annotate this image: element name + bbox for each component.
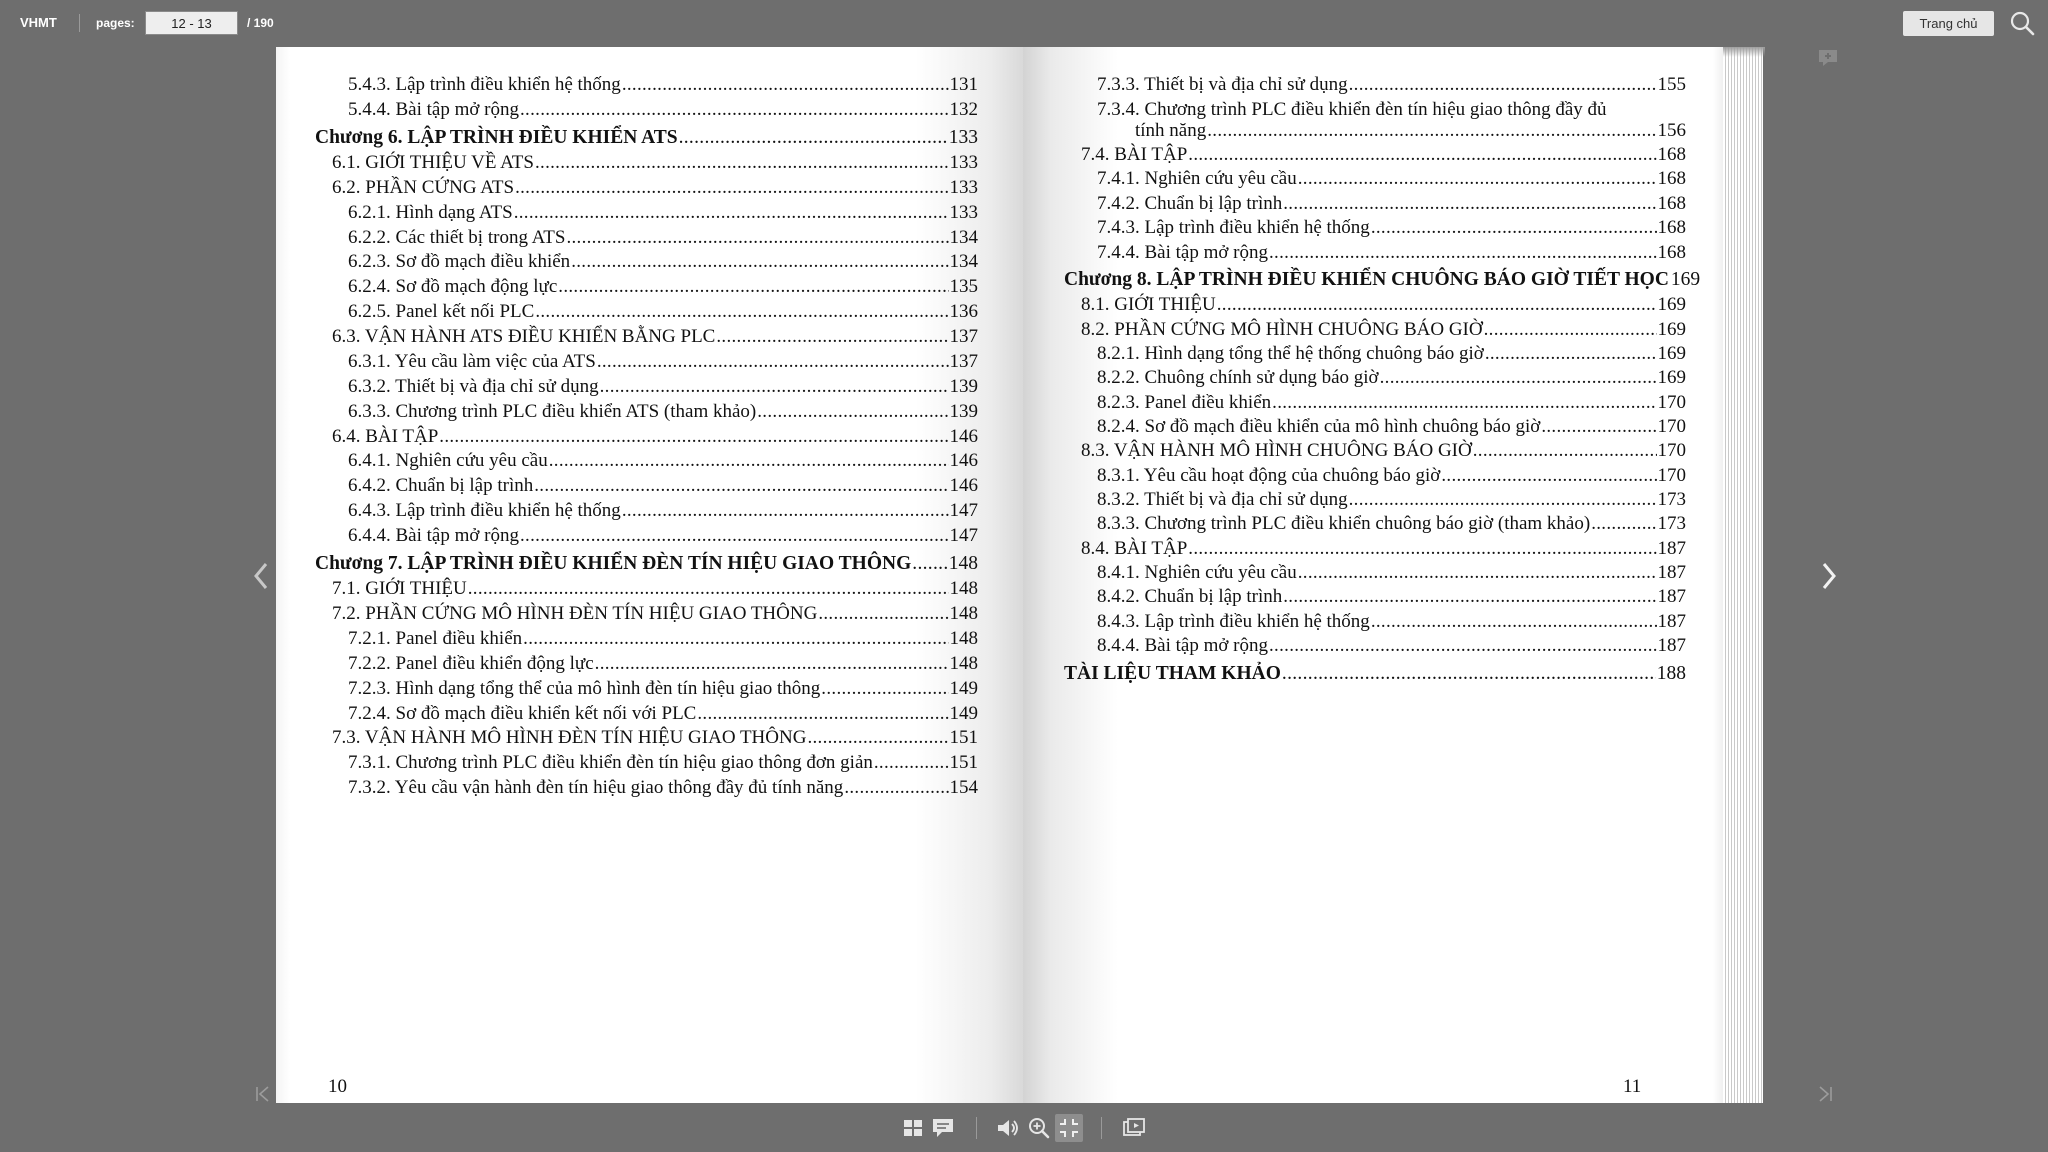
dot-leader (1269, 635, 1657, 657)
toc-entry-label: 8.4.4. Bài tập mở rộng (1097, 635, 1268, 656)
dot-leader (468, 578, 949, 600)
dot-leader (821, 678, 948, 700)
toc-entry[interactable] (348, 401, 978, 423)
dot-leader (520, 525, 949, 547)
toc-page-number: 151 (949, 752, 978, 773)
speaker-icon[interactable] (995, 1114, 1021, 1142)
toc-entry-label: 8.2.4. Sơ đồ mạch điều khiển của mô hình chuông báo giờ (1097, 416, 1541, 437)
toc-page-number: 187 (1657, 635, 1686, 656)
toc-entry[interactable] (348, 74, 978, 96)
toc-entry[interactable] (348, 227, 978, 249)
toc-page-number: 146 (949, 426, 978, 447)
toc-page-number: 147 (949, 525, 978, 546)
dot-leader (622, 500, 949, 522)
toc-entry[interactable] (332, 727, 978, 749)
toc-entry[interactable] (1097, 586, 1686, 608)
dot-leader (1485, 343, 1657, 365)
toc-entry-label: 6.3. VẬN HÀNH ATS ĐIỀU KHIỂN BẰNG PLC (332, 326, 716, 347)
toc-entry[interactable] (348, 376, 978, 398)
dot-leader (1473, 440, 1657, 462)
dot-leader (549, 450, 949, 472)
toc-entry[interactable] (348, 202, 978, 224)
dot-leader (1298, 168, 1657, 190)
toolbar-divider (1101, 1117, 1102, 1139)
left-page[interactable] (276, 47, 1023, 1103)
toc-page-number: 137 (949, 351, 978, 372)
toc-page-number: 169 (1657, 343, 1686, 364)
toc-entry[interactable] (315, 553, 978, 575)
toc-page-number: 173 (1657, 489, 1686, 510)
toc-entry-label: 6.3.3. Chương trình PLC điều khiển ATS (tham khảo) (348, 401, 757, 422)
toc-entry[interactable] (1097, 562, 1686, 584)
toc-entry-label: 6.4.3. Lập trình điều khiển hệ thống (348, 500, 621, 521)
dot-leader (1188, 144, 1656, 166)
toc-page-number: 135 (949, 276, 978, 297)
dot-leader (1217, 294, 1657, 316)
toc-entry[interactable] (332, 426, 978, 448)
toc-page-number: 146 (949, 450, 978, 471)
toc-page-number: 133 (949, 152, 978, 173)
toc-page-number: 148 (949, 628, 978, 649)
dot-leader (874, 752, 949, 774)
dot-leader (1371, 217, 1657, 239)
toc-page-number: 168 (1657, 193, 1686, 214)
dot-leader (535, 301, 948, 323)
toc-page-number: 170 (1657, 392, 1686, 413)
toc-entry[interactable] (1081, 440, 1686, 462)
toc-entry-label: 6.2. PHẦN CỨNG ATS (332, 177, 515, 198)
toc-page-number: 169 (1657, 294, 1686, 315)
toc-entry[interactable] (1097, 611, 1686, 633)
toc-page-number: 188 (1656, 663, 1686, 684)
toc-entry[interactable] (348, 678, 978, 700)
toc-entry-label: 8.2.1. Hình dạng tổng thể hệ thống chuông báo giờ (1097, 343, 1484, 364)
toc-page-number: 132 (949, 99, 978, 120)
toc-entry[interactable] (348, 351, 978, 373)
toc-page-number: 146 (949, 475, 978, 496)
toc-entry[interactable] (1097, 343, 1686, 365)
toc-page-number: 169 (1657, 367, 1686, 388)
dot-leader (1349, 489, 1657, 511)
toc-entry[interactable] (1097, 416, 1686, 438)
toc-entry-label: 6.2.5. Panel kết nối PLC (348, 301, 535, 322)
toc-page-number: 134 (949, 251, 978, 272)
toc-page-number: 168 (1657, 144, 1686, 165)
toc-entry-label: 7.2. PHẦN CỨNG MÔ HÌNH ĐÈN TÍN HIỆU GIAO THÔNG (332, 603, 818, 624)
toc-page-number: 147 (949, 500, 978, 521)
total-pages: / 190 (247, 16, 274, 30)
add-note-icon[interactable] (1817, 48, 1839, 68)
toc-entry[interactable] (348, 628, 978, 650)
toc-entry-label: 6.4. BÀI TẬP (332, 426, 439, 447)
toc-entry[interactable] (1097, 242, 1686, 264)
toc-page-number: 187 (1657, 562, 1686, 583)
toc-page-number: 168 (1657, 168, 1686, 189)
toc-entry[interactable] (1097, 635, 1686, 657)
dot-leader (1484, 319, 1657, 341)
toc-entry-label: 8.2. PHẦN CỨNG MÔ HÌNH CHUÔNG BÁO GIỜ (1081, 319, 1483, 340)
toc-entry[interactable] (348, 450, 978, 472)
toc-entry[interactable] (348, 301, 978, 323)
toc-entry-label: 6.3.1. Yêu cầu làm việc của ATS (348, 351, 596, 372)
toc-entry[interactable] (348, 500, 978, 522)
toc-page-number: 139 (949, 376, 978, 397)
toc-entry-label: 7.2.4. Sơ đồ mạch điều khiển kết nối với PLC (348, 703, 697, 724)
toc-entry-label: 6.1. GIỚI THIỆU VỀ ATS (332, 152, 534, 173)
dot-leader (818, 603, 948, 625)
toc-page-number: 187 (1657, 538, 1686, 559)
chevron-left-icon[interactable] (248, 556, 276, 596)
dot-leader (1283, 193, 1656, 215)
toc-page-number: 187 (1657, 586, 1686, 607)
toc-entry-label: 6.2.4. Sơ đồ mạch động lực (348, 276, 558, 297)
toc-page-number: 136 (949, 301, 978, 322)
toc-page-number: 139 (949, 401, 978, 422)
book-viewer[interactable] (276, 47, 1770, 1103)
dot-leader (520, 99, 949, 121)
toc-entry-label: Chương 7. LẬP TRÌNH ĐIỀU KHIỂN ĐÈN TÍN HIỆU GIAO THÔNG (315, 553, 912, 574)
page-stack-edges (1723, 47, 1763, 1103)
dot-leader (1441, 465, 1656, 487)
toc-page-number: 170 (1657, 465, 1686, 486)
dot-leader (558, 276, 948, 298)
toc-page-number: 155 (1657, 74, 1686, 95)
dot-leader (679, 127, 948, 149)
toc-entry[interactable] (348, 475, 978, 497)
toc-entry[interactable] (332, 152, 978, 174)
toc-entry[interactable] (315, 127, 978, 149)
search-icon[interactable] (2008, 9, 2036, 37)
comment-icon[interactable] (930, 1114, 956, 1142)
toc-entry[interactable] (1064, 663, 1686, 685)
toc-page-number: 148 (949, 578, 978, 599)
toc-entry[interactable] (348, 653, 978, 675)
toc-page-number: 133 (949, 202, 978, 223)
first-page-icon[interactable] (253, 1084, 273, 1104)
toc-entry[interactable] (1135, 120, 1686, 142)
share-icon[interactable] (1121, 1114, 1147, 1142)
toc-page-number: 137 (949, 326, 978, 347)
toc-entry-continuation: tính năng (1135, 120, 1207, 141)
toc-entry-label: 8.3. VẬN HÀNH MÔ HÌNH CHUÔNG BÁO GIỜ (1081, 440, 1472, 461)
toc-entry[interactable] (332, 578, 978, 600)
dot-leader (534, 475, 948, 497)
dot-leader (697, 703, 948, 725)
dot-leader (597, 351, 949, 373)
toc-entry[interactable] (1097, 193, 1686, 215)
toc-page-number: 169 (1657, 319, 1686, 340)
toc-entry-label: 6.3.2. Thiết bị và địa chỉ sử dụng (348, 376, 599, 397)
toc-page-number: 131 (949, 74, 978, 95)
toc-entry-label: 7.3.1. Chương trình PLC điều khiển đèn tín hiệu giao thông đơn giản (348, 752, 873, 773)
toc-entry-label: 7.4.4. Bài tập mở rộng (1097, 242, 1268, 263)
right-page[interactable] (1023, 47, 1723, 1103)
table-of-contents-left (276, 47, 1023, 1103)
dot-leader (600, 376, 949, 398)
dot-leader (1380, 367, 1657, 389)
toc-entry-label: Chương 8. LẬP TRÌNH ĐIỀU KHIỂN CHUÔNG BÁO GIỜ TIẾT HỌC (1064, 269, 1669, 290)
toc-entry-label: TÀI LIỆU THAM KHẢO (1064, 663, 1281, 684)
toc-page-number: 134 (949, 227, 978, 248)
page-number-left: 10 (328, 1076, 347, 1097)
toc-entry-label: 7.2.1. Panel điều khiển (348, 628, 523, 649)
toc-page-number: 133 (948, 127, 978, 148)
toc-entry-label: 6.4.2. Chuẩn bị lập trình (348, 475, 534, 496)
toc-entry-label: 6.4.4. Bài tập mở rộng (348, 525, 519, 546)
toc-entry-label: 7.2.2. Panel điều khiển động lực (348, 653, 594, 674)
toc-entry[interactable] (348, 525, 978, 547)
toc-page-number: 149 (949, 678, 978, 699)
toc-entry-label: 5.4.3. Lập trình điều khiển hệ thống (348, 74, 621, 95)
dot-leader (515, 177, 948, 199)
toc-entry[interactable] (348, 99, 978, 121)
toc-entry[interactable] (1081, 319, 1686, 341)
dot-leader (1188, 538, 1656, 560)
toc-entry-label: 8.1. GIỚI THIỆU (1081, 294, 1216, 315)
toc-entry[interactable] (1097, 465, 1686, 487)
toc-page-number: 148 (948, 553, 978, 574)
toc-entry-label: 7.2.3. Hình dạng tổng thể của mô hình đèn tín hiệu giao thông (348, 678, 821, 699)
dot-leader (807, 727, 948, 749)
toc-page-number: 169 (1670, 269, 1701, 290)
fit-screen-icon[interactable] (1055, 1114, 1083, 1142)
toc-entry-label: Chương 6. LẬP TRÌNH ĐIỀU KHIỂN ATS (315, 127, 678, 148)
toc-page-number: 151 (949, 727, 978, 748)
toc-entry-label: 8.2.2. Chuông chính sử dụng báo giờ (1097, 367, 1379, 388)
dot-leader (1272, 392, 1656, 414)
dot-leader (716, 326, 948, 348)
grid-icon[interactable] (900, 1114, 926, 1142)
toc-entry[interactable] (348, 777, 978, 799)
dot-leader (566, 227, 948, 249)
page-number-input[interactable] (145, 11, 238, 35)
toc-entry[interactable] (1097, 217, 1686, 239)
toc-entry-label: 6.4.1. Nghiên cứu yêu cầu (348, 450, 548, 471)
toc-entry-label: 7.3.2. Yêu cầu vận hành đèn tín hiệu giao thông đầy đủ tính năng (348, 777, 844, 798)
toc-page-number: 168 (1657, 242, 1686, 263)
chevron-right-icon[interactable] (1814, 556, 1842, 596)
dot-leader (1283, 586, 1656, 608)
toc-page-number: 168 (1657, 217, 1686, 238)
app-brand[interactable]: VHMT (20, 15, 57, 30)
toc-entry[interactable] (1097, 489, 1686, 511)
dot-leader (439, 426, 948, 448)
toc-entry-label: 7.4. BÀI TẬP (1081, 144, 1188, 165)
toolbar-divider (79, 14, 80, 32)
toc-entry-label: 7.4.1. Nghiên cứu yêu cầu (1097, 168, 1297, 189)
toc-page-number: 170 (1657, 416, 1686, 437)
toc-entry-label: 7.4.3. Lập trình điều khiển hệ thống (1097, 217, 1370, 238)
page-stack-shadow (1723, 47, 1765, 57)
pages-label: pages: (96, 16, 135, 30)
toc-entry-label: 6.2.3. Sơ đồ mạch điều khiển (348, 251, 571, 272)
toc-entry-label: 7.3.3. Thiết bị và địa chỉ sử dụng (1097, 74, 1348, 95)
toc-entry-label: 8.4.1. Nghiên cứu yêu cầu (1097, 562, 1297, 583)
toc-page-number: 187 (1657, 611, 1686, 632)
toc-entry[interactable] (1097, 168, 1686, 190)
toc-entry[interactable] (332, 603, 978, 625)
dot-leader (844, 777, 948, 799)
dot-leader (514, 202, 949, 224)
toc-entry-label: 8.4.2. Chuẩn bị lập trình (1097, 586, 1283, 607)
dot-leader (571, 251, 948, 273)
toc-page-number: 154 (949, 777, 978, 798)
toc-entry[interactable] (348, 251, 978, 273)
toc-entry[interactable] (332, 326, 978, 348)
page-number-right: 11 (1623, 1076, 1642, 1097)
toc-entry[interactable] (1097, 367, 1686, 389)
toc-entry[interactable] (1097, 74, 1686, 96)
toc-entry[interactable] (348, 752, 978, 774)
dot-leader (1349, 74, 1657, 96)
dot-leader (523, 628, 948, 650)
toc-page-number: 156 (1657, 120, 1686, 141)
toc-entry[interactable] (1064, 269, 1701, 291)
toc-entry-label: 7.3. VẬN HÀNH MÔ HÌNH ĐÈN TÍN HIỆU GIAO THÔNG (332, 727, 807, 748)
top-toolbar (0, 0, 2048, 48)
dot-leader (595, 653, 949, 675)
toc-entry-label: 7.4.2. Chuẩn bị lập trình (1097, 193, 1283, 214)
toc-entry-label: 8.3.3. Chương trình PLC điều khiển chuông báo giờ (tham khảo) (1097, 513, 1591, 534)
home-button[interactable]: Trang chủ (1903, 11, 1994, 36)
toc-entry-label: 8.3.2. Thiết bị và địa chỉ sử dụng (1097, 489, 1348, 510)
table-of-contents-right (1023, 47, 1723, 1103)
toc-entry-label: 8.3.1. Yêu cầu hoạt động của chuông báo giờ (1097, 465, 1441, 486)
toc-page-number: 148 (949, 653, 978, 674)
dot-leader (1207, 120, 1656, 142)
toc-entry[interactable] (348, 276, 978, 298)
toc-entry-label[interactable]: 7.3.4. Chương trình PLC điều khiển đèn tín hiệu giao thông đầy đủ (1097, 99, 1607, 120)
dot-leader (1282, 663, 1656, 685)
dot-leader (1298, 562, 1657, 584)
toc-entry[interactable] (348, 703, 978, 725)
toc-entry-label: 7.1. GIỚI THIỆU (332, 578, 467, 599)
toc-entry[interactable] (1081, 144, 1686, 166)
zoom-in-icon[interactable] (1026, 1114, 1052, 1142)
dot-leader (912, 553, 947, 575)
toc-page-number: 170 (1657, 440, 1686, 461)
toc-page-number: 149 (949, 703, 978, 724)
dot-leader (757, 401, 948, 423)
dot-leader (1541, 416, 1656, 438)
dot-leader (1269, 242, 1657, 264)
toolbar-divider (976, 1117, 977, 1139)
toc-entry[interactable] (1097, 513, 1686, 535)
toc-entry[interactable] (332, 177, 978, 199)
toc-entry[interactable] (1097, 392, 1686, 414)
toc-entry-label: 8.4. BÀI TẬP (1081, 538, 1188, 559)
dot-leader (1591, 513, 1656, 535)
toc-page-number: 133 (949, 177, 978, 198)
toc-entry-label: 5.4.4. Bài tập mở rộng (348, 99, 519, 120)
toc-entry[interactable] (1081, 538, 1686, 560)
toc-page-number: 173 (1657, 513, 1686, 534)
dot-leader (535, 152, 949, 174)
toc-entry-label: 6.2.1. Hình dạng ATS (348, 202, 513, 223)
last-page-icon[interactable] (1815, 1084, 1835, 1104)
toc-entry[interactable] (1081, 294, 1686, 316)
toc-entry-label: 8.4.3. Lập trình điều khiển hệ thống (1097, 611, 1370, 632)
dot-leader (1371, 611, 1657, 633)
dot-leader (622, 74, 949, 96)
toc-entry-label: 6.2.2. Các thiết bị trong ATS (348, 227, 566, 248)
toc-entry-label: 8.2.3. Panel điều khiển (1097, 392, 1272, 413)
toc-page-number: 148 (949, 603, 978, 624)
